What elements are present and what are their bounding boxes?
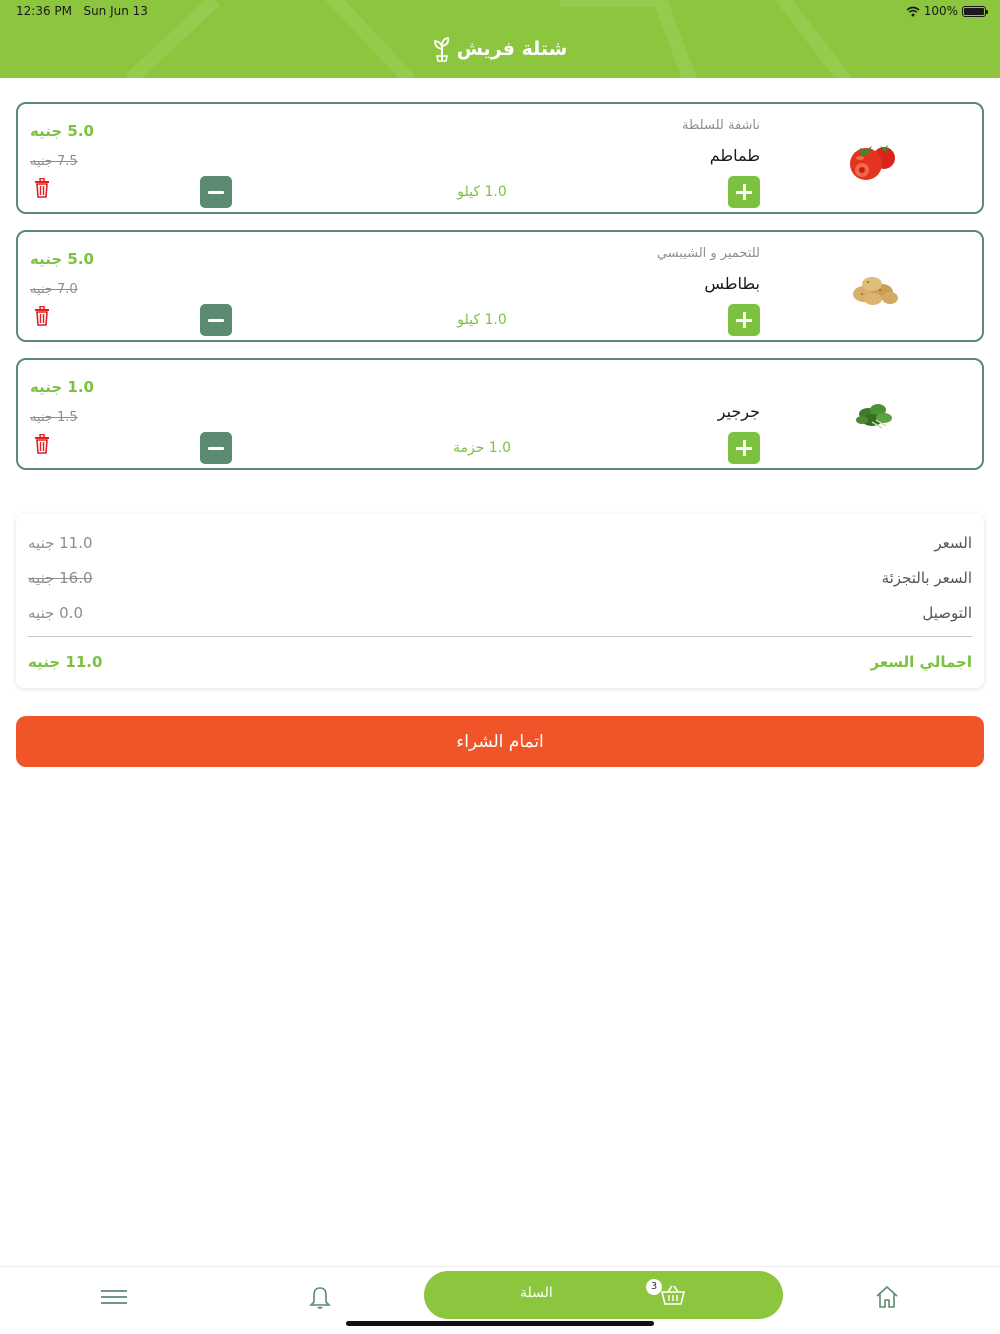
item-price: 5.0 جنيه [30,250,94,268]
app-header [0,0,1000,78]
arugula-icon [838,388,908,444]
home-icon[interactable] [873,1284,901,1310]
status-indicators [906,4,986,18]
increase-quantity-button[interactable] [728,176,760,208]
summary-total-value: 11.0 جنيه [28,653,103,671]
item-old-price: 1.5 جنيه [30,410,78,425]
brand [0,36,1000,62]
status-time: 12:36 PM Sun Jun 13 [16,4,148,18]
basket-icon [660,1284,686,1306]
minus-icon [208,191,224,194]
menu-icon[interactable] [100,1284,128,1310]
decrease-quantity-button[interactable] [200,176,232,208]
cart-item-tomato [16,102,984,214]
decrease-quantity-button[interactable] [200,304,232,336]
item-description: ناشفة للسلطة [682,118,760,133]
item-price: 1.0 جنيه [30,378,94,396]
minus-icon [208,447,224,450]
summary-delivery-value: 0.0 جنيه [28,604,83,622]
summary-total-label: اجمالي السعر [870,653,972,671]
summary-divider [28,636,972,637]
summary-retail-row [28,567,972,589]
item-name: بطاطس [704,274,760,293]
summary-price-row [28,532,972,554]
battery-icon [962,6,986,17]
tab-cart[interactable] [424,1271,783,1319]
summary-price-label: السعر [934,534,972,552]
item-name: طماطم [709,146,760,165]
decrease-quantity-button[interactable] [200,432,232,464]
trash-icon[interactable] [34,434,50,454]
sprout-icon [433,36,451,62]
tomato-icon [838,132,908,188]
item-quantity: 1.0 كيلو [457,312,507,328]
summary-retail-value: 16.0 جنيه [28,569,93,587]
home-indicator [346,1321,654,1326]
summary-retail-label: السعر بالتجزئة [881,569,972,587]
bell-icon[interactable] [306,1284,334,1310]
increase-quantity-button[interactable] [728,304,760,336]
summary-delivery-label: التوصيل [922,604,972,622]
checkout-button[interactable]: اتمام الشراء [16,716,984,767]
tab-cart-label: السلة [520,1285,553,1301]
wifi-icon [906,6,920,17]
item-description: للتحمير و الشيبسي [656,246,760,261]
item-quantity: 1.0 كيلو [457,184,507,200]
trash-icon[interactable] [34,178,50,198]
order-summary [16,514,984,688]
cart-item-arugula [16,358,984,470]
cart-count-badge: 3 [646,1279,662,1295]
item-price: 5.0 جنيه [30,122,94,140]
item-old-price: 7.5 جنيه [30,154,78,169]
summary-total-row [28,651,972,673]
summary-delivery-row [28,602,972,624]
trash-icon[interactable] [34,306,50,326]
summary-price-value: 11.0 جنيه [28,534,93,552]
item-name: جرجير [717,402,760,421]
battery-percent: 100% [923,4,958,18]
potato-icon [838,260,908,316]
item-quantity: 1.0 حزمة [452,440,512,456]
item-old-price: 7.0 جنيه [30,282,78,297]
increase-quantity-button[interactable] [728,432,760,464]
minus-icon [208,319,224,322]
cart-item-potato [16,230,984,342]
app-title: شتلة فريش [456,38,568,60]
